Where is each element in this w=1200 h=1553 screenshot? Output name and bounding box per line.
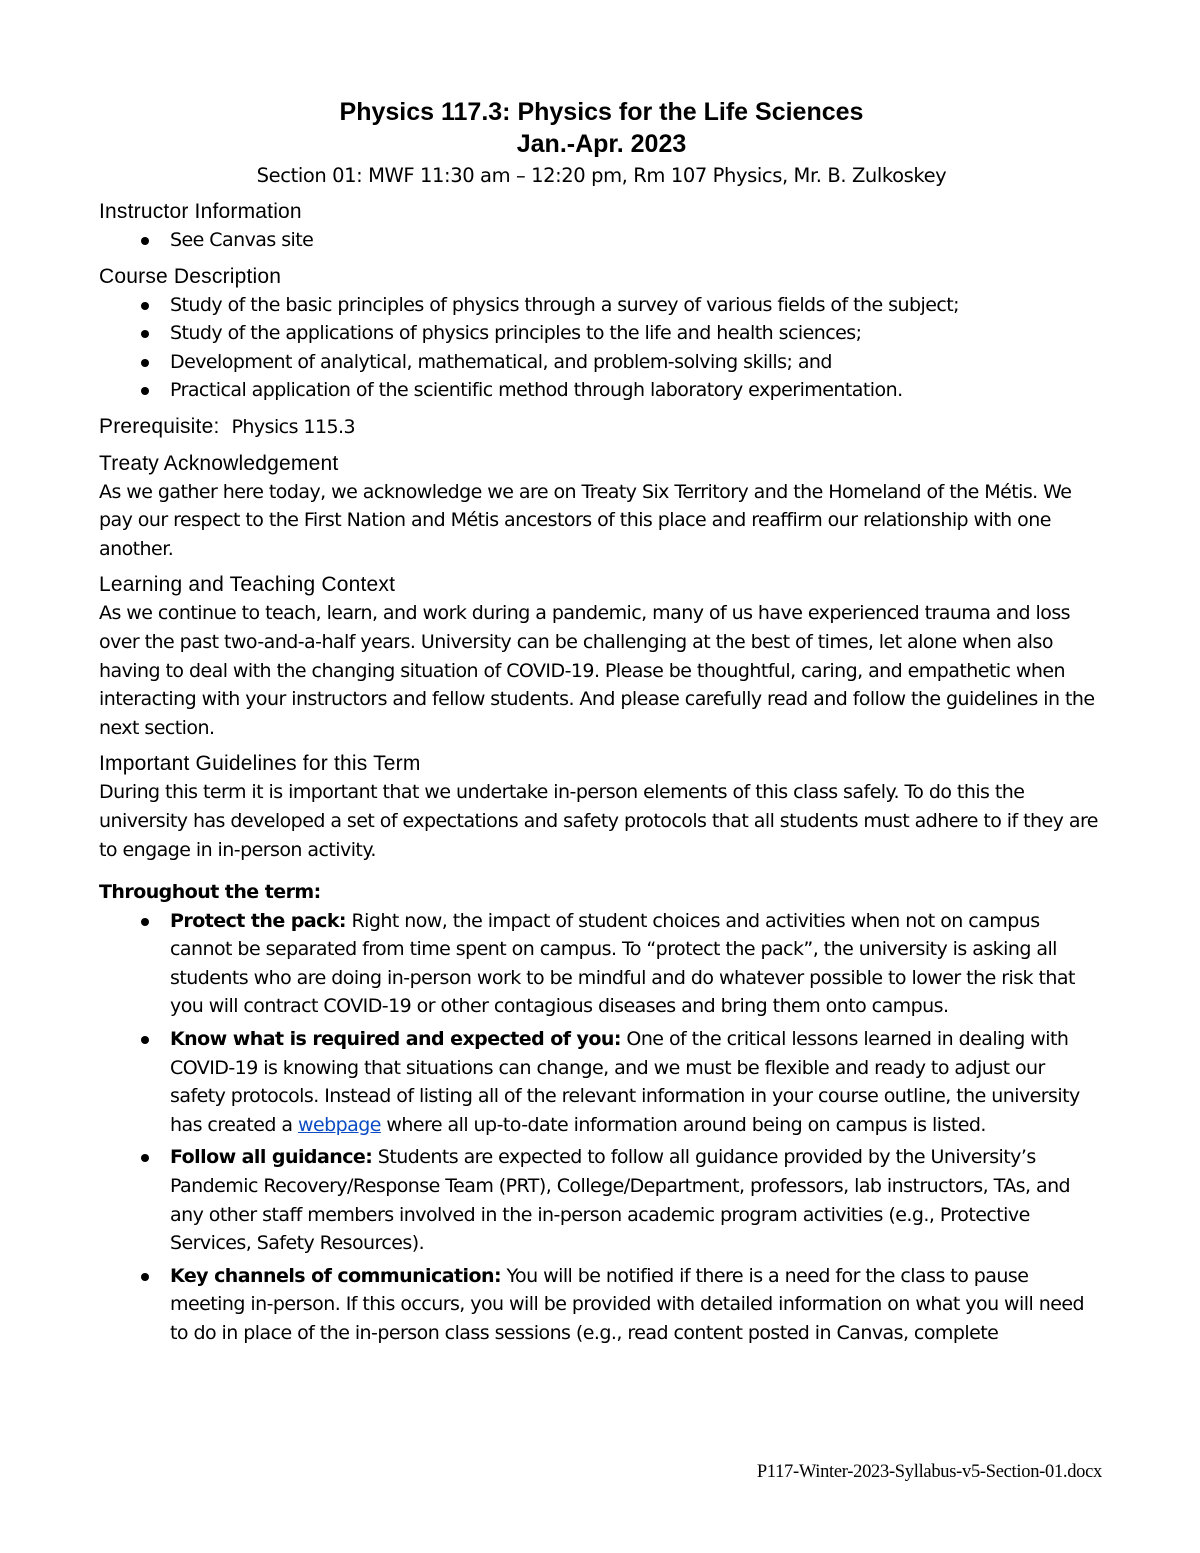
guideline-follow-all-guidance (170, 1143, 1104, 1257)
guideline-label: Follow all guidance: (170, 1146, 373, 1169)
treaty-heading: Treaty Acknowledgement (99, 451, 339, 475)
guideline-text: You will be notified if there is a need for the class to pause meeting in-person. If this occurs, you will be provided with detailed information on what you will need to do in place of the in-person class sessions (e.g., read content posted in Canvas, complete (170, 1264, 1084, 1344)
guideline-text: Right now, the impact of student choices and activities when not on campus cannot be separated from time spent on campus. To “protect the pack”, the university is asking all students who are doing in-person work to be mindful and do whatever possible to lower the risk that you will contract COVID-19 or other contagious diseases and bring them onto campus. (170, 909, 1075, 1018)
learning-context-text: As we continue to teach, learn, and work during a pandemic, many of us have experienced trauma and loss over the past two-and-a-half years. University can be challenging at the best of times, let alone when also having to deal with the changing situation of COVID-19. Please be thoughtful, caring, and empathetic when interacting with your instructors and fellow students. And please carefully read and follow the guidelines in the next section. (99, 602, 1095, 739)
guideline-text: Students are expected to follow all guidance provided by the University’s Pandemic Recovery/Response Team (PRT), College/Department, professors, lab instructors, TAs, and any other staff members involved in the in-person academic program activities (e.g., Protective Services, Safety Resources). (170, 1146, 1071, 1255)
list-item: See Canvas site (170, 226, 1104, 255)
prerequisite-row (99, 413, 1104, 442)
webpage-link[interactable]: webpage (298, 1113, 381, 1136)
learning-context-heading: Learning and Teaching Context (99, 573, 396, 597)
guideline-label: Know what is required and expected of you: (170, 1028, 621, 1051)
course-title-line2: Jan.-Apr. 2023 (516, 130, 687, 158)
guideline-label: Key channels of communication: (170, 1264, 502, 1287)
list-item: Study of the applications of physics principles to the life and health sciences; (170, 319, 1104, 348)
document-page (99, 96, 1104, 1348)
prerequisite-value: Physics 115.3 (231, 415, 356, 438)
list-item: Development of analytical, mathematical, and problem-solving skills; and (170, 348, 1104, 377)
guideline-label: Protect the pack: (170, 909, 346, 932)
list-item: Practical application of the scientific method through laboratory experimentation. (170, 376, 1104, 405)
treaty-text: As we gather here today, we acknowledge we are on Treaty Six Territory and the Homeland of the Métis. We pay our respect to the First Nation and Métis ancestors of this place and reaffirm our relationship with one another. (99, 480, 1072, 560)
course-description-list (99, 291, 1104, 405)
guidelines-text: During this term it is important that we undertake in-person elements of this class safely. To do this the university has developed a set of expectations and safety protocols that all students must adhere to if they are to engage in in-person activity. (99, 781, 1098, 861)
guideline-text: One of the critical lessons learned in dealing with COVID-19 is knowing that situations can change, and we must be flexible and ready to adjust our safety protocols. Instead of listing all of the relevant information in your course outline, the university has created a (170, 1028, 1080, 1136)
guideline-key-channels (170, 1262, 1104, 1348)
guideline-know-what-is-required (170, 1025, 1104, 1139)
list-item: Study of the basic principles of physics through a survey of various fields of the subject; (170, 291, 1104, 320)
prerequisite-heading: Prerequisite: (99, 414, 220, 438)
guidelines-list (99, 907, 1104, 1348)
course-description-heading: Course Description (99, 264, 282, 288)
section-info: Section 01: MWF 11:30 am – 12:20 pm, Rm 107 Physics, Mr. B. Zulkoskey (256, 164, 947, 187)
throughout-label: Throughout the term: (99, 881, 321, 904)
guideline-text-after: where all up-to-date information around being on campus is listed. (380, 1113, 986, 1136)
course-title (99, 96, 1104, 160)
instructor-list (99, 226, 1104, 255)
guideline-protect-the-pack (170, 907, 1104, 1021)
course-title-line1: Physics 117.3: Physics for the Life Sciences (339, 98, 864, 126)
footer-filename: P117-Winter-2023-Syllabus-v5-Section-01.docx (756, 1462, 1102, 1482)
guidelines-heading: Important Guidelines for this Term (99, 752, 421, 776)
instructor-heading: Instructor Information (99, 200, 302, 223)
